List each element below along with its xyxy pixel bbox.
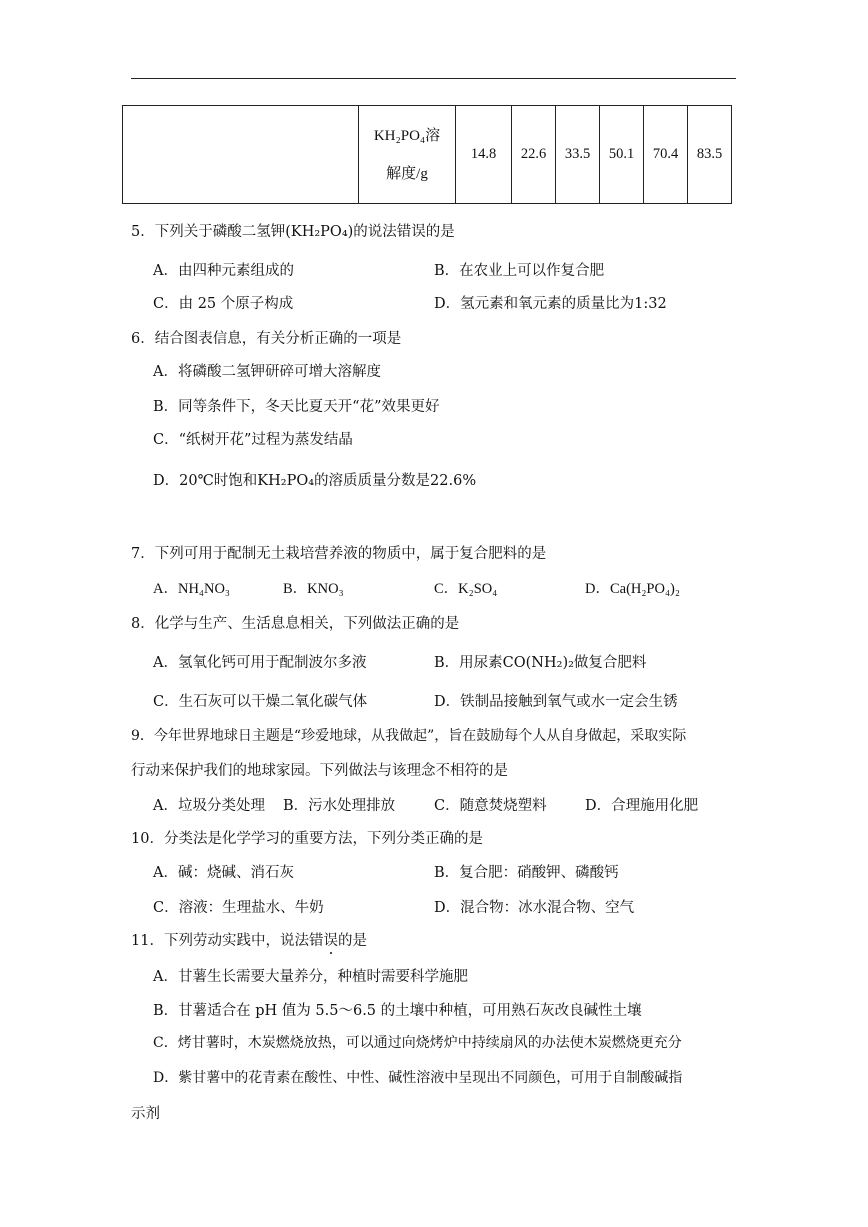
question-9-option-c: C．随意焚烧塑料 (434, 798, 547, 814)
question-8-option-a: A．氢氧化钙可用于配制波尔多液 (153, 655, 367, 671)
question-9-stem-line1: 9．今年世界地球日主题是“珍爱地球，从我做起”，旨在鼓励每个人从自身做起，采取实际 (131, 728, 687, 744)
question-7-option-b: B．KNO₃ (283, 581, 344, 597)
question-7-stem: 7．下列可用于配制无土栽培营养液的物质中，属于复合肥料的是 (131, 546, 547, 562)
question-5-option-d: D．氢元素和氧元素的质量比为1:32 (434, 296, 667, 312)
solubility-table (122, 105, 732, 204)
question-11-option-d-line1: D．紫甘薯中的花青素在酸性、中性、碱性溶液中呈现出不同颜色，可用于自制酸碱指 (153, 1070, 683, 1086)
question-11-option-d-line2: 示剂 (131, 1106, 160, 1122)
question-10-option-b: B．复合肥：硝酸钾、磷酸钙 (434, 865, 619, 881)
question-7-option-c: C．K₂SO₄ (434, 581, 498, 597)
question-9-option-d: D．合理施用化肥 (585, 798, 699, 814)
question-10-option-a: A．碱：烧碱、消石灰 (153, 865, 294, 881)
question-5-option-a: A．由四种元素组成的 (153, 263, 294, 279)
question-11-option-a: A．甘薯生长需要大量养分，种植时需要科学施肥 (153, 969, 468, 985)
table-row (123, 106, 732, 204)
question-8-option-d: D．铁制品接触到氧气或水一定会生锈 (434, 694, 678, 710)
question-9-option-a: A．垃圾分类处理 (153, 798, 265, 814)
question-11-option-c: C．烤甘薯时，木炭燃烧放热，可以通过向烧烤炉中持续扇风的办法使木炭燃烧更充分 (153, 1035, 682, 1051)
row-label-line1: KH₂PO₄溶 (373, 127, 441, 144)
question-10-stem: 10．分类法是化学学习的重要方法，下列分类正确的是 (131, 831, 483, 847)
question-5-stem: 5．下列关于磷酸二氢钾(KH₂PO₄)的说法错误的是 (131, 224, 455, 240)
table-cell-value: 83.5 (688, 106, 732, 204)
question-11-stem-pre: 11．下列劳动实践中，说法错 (131, 933, 324, 949)
emphasis-mark: 误 (323, 933, 338, 949)
question-6-option-a: A．将磷酸二氢钾研碎可增大溶解度 (153, 364, 381, 380)
table-row-label (359, 106, 456, 204)
question-8-option-b: B．用尿素CO(NH₂)₂做复合肥料 (434, 655, 647, 671)
table-cell-value: 14.8 (456, 106, 512, 204)
question-10-option-d: D．混合物：冰水混合物、空气 (434, 900, 635, 916)
table-cell-empty (123, 106, 359, 204)
question-5-option-b: B．在农业上可以作复合肥 (434, 263, 605, 279)
question-11-stem-post: 的是 (337, 933, 367, 949)
question-5-option-c: C．由 25 个原子构成 (153, 296, 294, 312)
table-cell-value: 50.1 (600, 106, 644, 204)
question-7-option-a: A．NH₄NO₃ (153, 581, 230, 597)
table-cell-value: 70.4 (644, 106, 688, 204)
question-6-option-b: B．同等条件下，冬天比夏天开“花”效果更好 (153, 399, 440, 415)
question-7-option-d: D．Ca(H₂PO₄)₂ (585, 581, 680, 597)
table-cell-value: 22.6 (512, 106, 556, 204)
question-10-option-c: C．溶液：生理盐水、牛奶 (153, 900, 324, 916)
question-11-option-b: B．甘薯适合在 pH 值为 5.5～6.5 的土壤中种植，可用熟石灰改良碱性土壤 (153, 1003, 642, 1019)
question-6-stem: 6．结合图表信息，有关分析正确的一项是 (131, 331, 402, 347)
question-9-stem-line2: 行动来保护我们的地球家园。下列做法与该理念不相符的是 (131, 763, 508, 779)
row-label-line2: 解度/g (386, 165, 428, 182)
header-rule (131, 78, 736, 79)
question-11-stem (131, 929, 367, 950)
question-6-option-c: C．“纸树开花”过程为蒸发结晶 (153, 432, 353, 448)
question-8-option-c: C．生石灰可以干燥二氧化碳气体 (153, 694, 368, 710)
question-9-option-b: B．污水处理排放 (283, 798, 396, 814)
table-cell-value: 33.5 (556, 106, 600, 204)
question-6-option-d: D．20℃时饱和KH₂PO₄的溶质质量分数是22.6% (153, 473, 477, 489)
question-8-stem: 8．化学与生产、生活息息相关，下列做法正确的是 (131, 616, 460, 632)
